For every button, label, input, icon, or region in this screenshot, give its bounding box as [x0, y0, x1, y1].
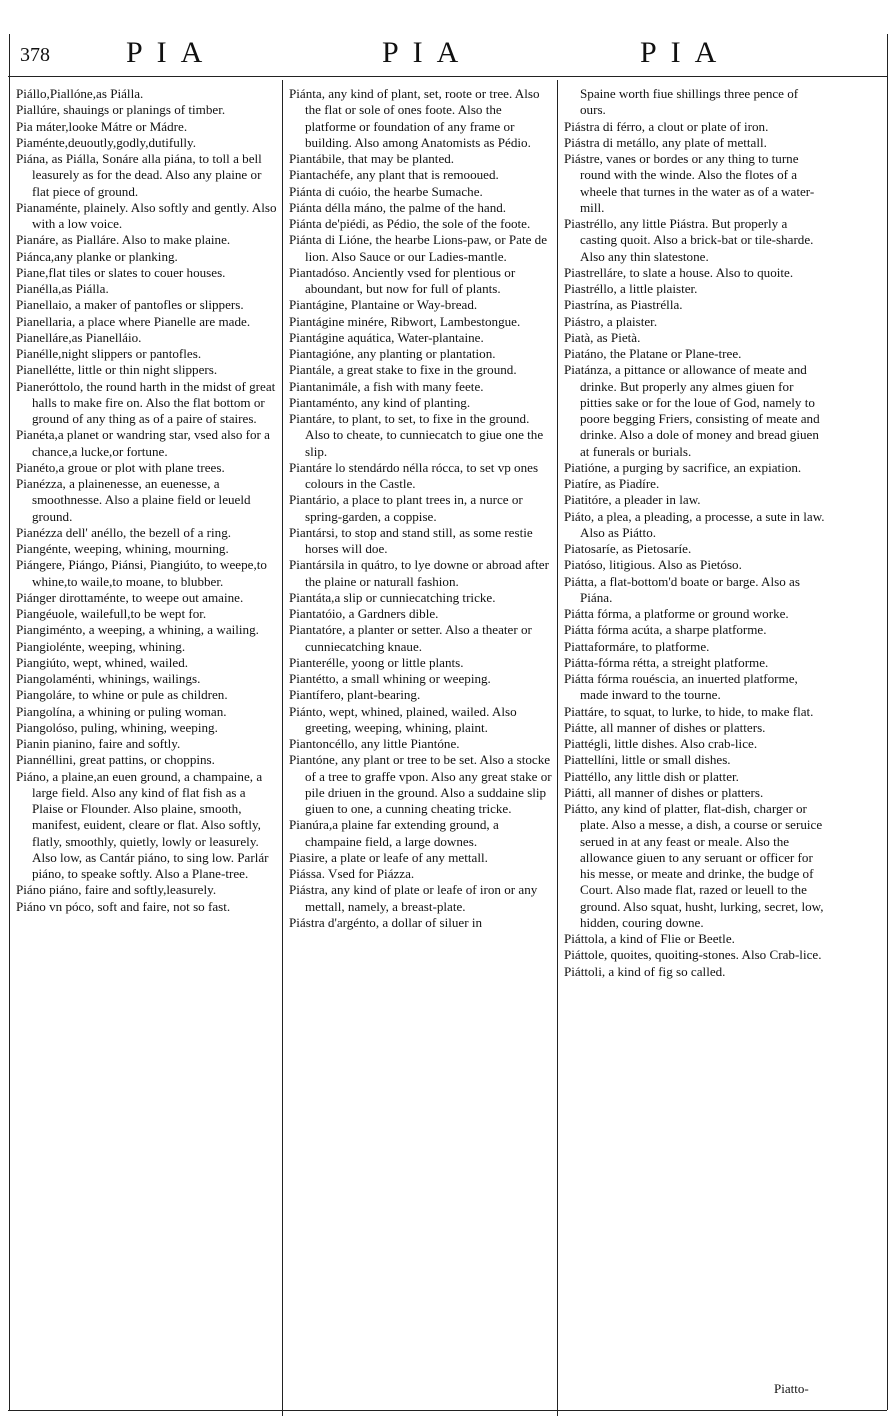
dictionary-entry: Piantársi, to stop and stand still, as some restie horses will doe. [289, 524, 533, 556]
dictionary-entry: Piantágine aquática, Water-plantaine. [289, 329, 484, 345]
dictionary-entry: Piánto, wept, whined, plained, wailed. Also greeting, weeping, whining, plaint. [289, 703, 517, 735]
dictionary-entry: Piantáre lo stendárdo nélla rócca, to set vp ones colours in the Castle. [289, 459, 539, 491]
dictionary-entry: Piantábile, that may be planted. [289, 151, 455, 166]
dictionary-entry: Piáno vn póco, soft and faire, not so fast. [16, 898, 231, 914]
dictionary-entry: Piatíre, as Piadíre. [564, 476, 660, 491]
dictionary-entry: Piátta fórma, a platforme or ground worke. [564, 606, 789, 621]
dictionary-entry: Pianélla,as Piálla. [16, 281, 109, 296]
dictionary-entry: Piáno, a plaine,an euen ground, a champaine, a large field. Also any kind of flat fish as a Plaise or Flounder. Also plaine, smooth, manifest, euident, cleare or flat. Also softly, flatly, smoothly, quietly, lowly or leasurely. Also low, as Cantár piáno, to sing low. Parlár piáno, to speake softly. Also a Plane-tree. [16, 768, 269, 881]
dictionary-entry: Piangolína, a whining or puling woman. [16, 703, 227, 719]
dictionary-entry: Piantoncéllo, any little Piantóne. [289, 736, 460, 751]
dictionary-entry: Piannéllini, great pattins, or choppins. [16, 752, 215, 768]
dictionary-entry: Piangénte, weeping, whining, mourning. [16, 541, 229, 556]
dictionary-entry: Piantále, a great stake to fixe in the ground. [289, 362, 517, 378]
dictionary-entry: Pianézza dell' anéllo, the bezell of a ring. [16, 524, 232, 540]
column-divider-1 [282, 80, 283, 1416]
header-rule [8, 76, 887, 77]
dictionary-entry: Piánta di Lióne, the hearbe Lions-paw, or Pate de lion. Also Sauce or our Ladies-mantle. [289, 232, 548, 264]
dictionary-entry: Piantóne, any plant or tree to be set. Also a stocke of a tree to graffe vpon. Also any great stake or pile driuen in the ground. Also a suddaine slip giuen to one, a cunning cheating tricke. [289, 752, 552, 816]
dictionary-entry: Piánta, any kind of plant, set, roote or tree. Also the flat or sole of ones foote. Also the platforme or foundation of any frame or building. Also among Anatomists as Pédio. [289, 86, 540, 150]
dictionary-entry: Piátti, all manner of dishes or platters. [564, 784, 764, 800]
dictionary-entry: Piaménte,deuoutly,godly,dutifully. [16, 134, 197, 150]
dictionary-entry: Piantáta,a slip or cunniecatching tricke. [289, 589, 496, 605]
dictionary-entry: Pianelláre,as Pianelláio. [16, 329, 142, 345]
dictionary-entry: Piattéllo, any little dish or platter. [564, 768, 739, 784]
dictionary-entry: Spaine worth fiue shillings three pence of ours. [580, 86, 799, 118]
dictionary-entry: Piátta-fórma rétta, a streight platforme. [564, 654, 769, 670]
dictionary-entry: Piallúre, shauings or planings of timber. [16, 102, 226, 118]
dictionary-entry: Piáttoli, a kind of fig so called. [564, 963, 726, 979]
dictionary-entry: Piástra, any kind of plate or leafe of iron or any mettall, namely, a breast-plate. [289, 882, 538, 914]
dictionary-entry: Piánger dirottaménte, to weepe out amaine. [16, 589, 244, 605]
column-3 [564, 86, 826, 980]
dictionary-entry: Piattégli, little dishes. Also crab-lice. [564, 736, 758, 751]
dictionary-entry: Piatosaríe, as Pietosaríe. [564, 541, 692, 556]
dictionary-entry: Piastréllo, any little Piástra. But properly a casting quoit. Also a brick-bat or tile-sharde. Also any thin slatestone. [564, 216, 814, 264]
column-divider-2 [557, 80, 558, 1416]
dictionary-entry: Piantagióne, any planting or plantation. [289, 346, 496, 361]
dictionary-entry: Piantágine minére, Ribwort, Lambestongue. [289, 313, 521, 329]
dictionary-entry: Piastréllo, a little plaister. [564, 281, 698, 296]
dictionary-entry: Piangiolénte, weeping, whining. [16, 638, 186, 654]
dictionary-entry: Pianáre, as Pialláre. Also to make plaine. [16, 232, 231, 248]
dictionary-entry: Piatióne, a purging by sacrifice, an expiation. [564, 459, 802, 475]
page-header [8, 30, 887, 80]
dictionary-entry: Piattáre, to squat, to lurke, to hide, to make flat. [564, 703, 814, 719]
dictionary-entry: Piantársila in quátro, to lye downe or abroad after the plaine or naturall fashion. [289, 557, 549, 589]
column-2 [289, 86, 552, 931]
dictionary-entry: Pianúra,a plaine far extending ground, a champaine field, a large downes. [289, 817, 499, 849]
dictionary-entry: Piangiménto, a weeping, a whining, a wailing. [16, 622, 259, 638]
dictionary-entry: Piattellíni, little or small dishes. [564, 752, 731, 768]
dictionary-entry: Piáno piáno, faire and softly,leasurely. [16, 882, 217, 898]
dictionary-entry: Pianellaio, a maker of pantofles or slippers. [16, 297, 244, 313]
dictionary-entry: Piátto, any kind of platter, flat-dish, charger or plate. Also a messe, a dish, a course or seruice serued in at any feast or meale. Also the allowance giuen to any seruant or officer for his messe, or meate and drinke, the budge of Court. Also made flat, razed or leuell to the ground. Also squat, husht, lurking, secret, low, hidden, couring downe. [564, 801, 824, 930]
dictionary-entry: Piangolaménti, whinings, wailings. [16, 671, 201, 686]
dictionary-entry: Piatóso, litigious. Also as Pietóso. [564, 557, 742, 573]
dictionary-entry: Piáttola, a kind of Flie or Beetle. [564, 931, 735, 946]
dictionary-entry: Piastrelláre, to slate a house. Also to quoite. [564, 264, 794, 280]
dictionary-entry: Piánca,any planke or planking. [16, 248, 178, 264]
dictionary-entry: Piánta délla máno, the palme of the hand. [289, 199, 507, 215]
dictionary-entry: Pianéto,a groue or plot with plane trees. [16, 459, 225, 475]
dictionary-entry: Piátte, all manner of dishes or platters. [564, 719, 766, 735]
dictionary-entry: Piássa. Vsed for Piázza. [289, 866, 415, 881]
dictionary-entry: Piátta fórma acúta, a sharpe platforme. [564, 622, 767, 638]
dictionary-entry: Piantário, a place to plant trees in, a nurce or spring-garden, a coppise. [289, 492, 523, 524]
dictionary-entry: Piástra di férro, a clout or plate of iron. [564, 118, 769, 134]
dictionary-entry: Pianélle,night slippers or pantofles. [16, 346, 202, 361]
dictionary-entry: Piállo,Piallóne,as Piálla. [16, 86, 144, 101]
dictionary-entry: Pianellétte, little or thin night slippers. [16, 362, 218, 378]
dictionary-entry: Pianellaria, a place where Pianelle are made. [16, 313, 251, 329]
dictionary-entry: Piáttole, quoites, quoiting-stones. Also Crab-lice. [564, 947, 822, 963]
dictionary-entry: Pianéta,a planet or wandring star, vsed also for a chance,a lucke,or fortune. [16, 427, 270, 459]
dictionary-entry: Piantatóre, a planter or setter. Also a theater or cunniecatching knaue. [289, 622, 532, 654]
dictionary-entry: Pianaménte, plainely. Also softly and gently. Also with a low voice. [16, 199, 277, 231]
dictionary-entry: Piatáno, the Platane or Plane-tree. [564, 346, 742, 361]
dictionary-entry: Piatitóre, a pleader in law. [564, 492, 701, 508]
dictionary-entry: Piástro, a plaister. [564, 313, 658, 329]
left-border-rule [9, 34, 10, 1410]
footer-rule [8, 1410, 887, 1411]
dictionary-entry: Piantáre, to plant, to set, to fixe in the ground. Also to cheate, to cunniecatch to giue one the slip. [289, 411, 544, 459]
dictionary-entry: Piantatóio, a Gardners dible. [289, 606, 439, 621]
dictionary-entry: Piangiúto, wept, whined, wailed. [16, 654, 189, 670]
dictionary-entry: Piantágine, Plantaine or Way-bread. [289, 297, 478, 313]
dictionary-entry: Pia máter,looke Mátre or Mádre. [16, 118, 188, 134]
dictionary-entry: Piatánza, a pittance or allowance of meate and drinke. But properly any almes giuen for pitties sake or for the loue of God, namely to poore begging Friers, consisting of meate and drinke. Also a dole of money and bread giuen at funerals or burials. [564, 362, 820, 459]
column-1 [16, 86, 278, 915]
dictionary-entry: Piángere, Piángo, Piánsi, Piangiúto, to weepe,to whine,to waile,to moane, to blubber. [16, 557, 267, 589]
dictionary-entry: Piastrína, as Piastrélla. [564, 297, 683, 313]
running-head-center: PIA [382, 36, 473, 69]
dictionary-entry: Piástra d'argénto, a dollar of siluer in [289, 914, 483, 930]
dictionary-entry: Piantanimále, a fish with many feete. [289, 378, 484, 394]
dictionary-entry: Piasire, a plate or leafe of any mettall. [289, 849, 488, 865]
dictionary-entry: Piangéuole, wailefull,to be wept for. [16, 606, 207, 621]
dictionary-entry: Pianézza, a plainenesse, an euenesse, a smoothnesse. Also a plaine field or leueld ground. [16, 476, 251, 524]
dictionary-entry: Piangolóso, puling, whining, weeping. [16, 719, 218, 735]
dictionary-entry: Piánta de'piédi, as Pédio, the sole of the foote. [289, 216, 531, 231]
catchword: Piatto- [774, 1381, 809, 1396]
dictionary-entry: Pianeróttolo, the round harth in the midst of great halls to make fire on. Also the flat bottom or ground of any thing as of a paire of staires. [16, 378, 276, 426]
right-border-rule [887, 34, 888, 1410]
dictionary-entry: Piatà, as Pietà. [564, 329, 641, 345]
dictionary-entry: Piantífero, plant-bearing. [289, 687, 421, 703]
dictionary-entry: Piátta fórma rouéscia, an inuerted platforme, made inward to the tourne. [564, 671, 798, 703]
dictionary-entry: Piantachéfe, any plant that is remooued. [289, 167, 499, 183]
dictionary-entry: Piane,flat tiles or slates to couer houses. [16, 264, 226, 280]
dictionary-entry: Pianterélle, yoong or little plants. [289, 654, 464, 670]
dictionary-entry: Piástra di metállo, any plate of mettall. [564, 134, 767, 150]
page-number: 378 [20, 44, 50, 66]
running-head-right: PIA [640, 36, 731, 69]
dictionary-entry: Piantadóso. Anciently vsed for plentious or aboundant, but now for full of plants. [289, 264, 516, 296]
dictionary-entry: Piangoláre, to whine or pule as children. [16, 687, 228, 703]
dictionary-entry: Piástre, vanes or bordes or any thing to turne round with the winde. Also the flotes of a wheele that turnes in the water as of a water-mill. [564, 151, 815, 215]
running-head-left: PIA [126, 36, 217, 69]
dictionary-entry: Piána, as Piálla, Sonáre alla piána, to toll a bell leasurely as for the dead. Also any plaine or flat piece of ground. [16, 151, 262, 199]
dictionary-entry: Piánta di cuóio, the hearbe Sumache. [289, 183, 483, 199]
dictionary-entry: Pianin pianino, faire and softly. [16, 736, 181, 751]
dictionary-entry: Piattaformáre, to platforme. [564, 638, 710, 654]
dictionary-entry: Piáto, a plea, a pleading, a processe, a sute in law. Also as Piátto. [564, 508, 825, 540]
dictionary-entry: Piantaménto, any kind of planting. [289, 394, 471, 410]
dictionary-entry: Piantétto, a small whining or weeping. [289, 671, 491, 686]
dictionary-entry: Piátta, a flat-bottom'd boate or barge. Also as Piána. [564, 573, 800, 605]
